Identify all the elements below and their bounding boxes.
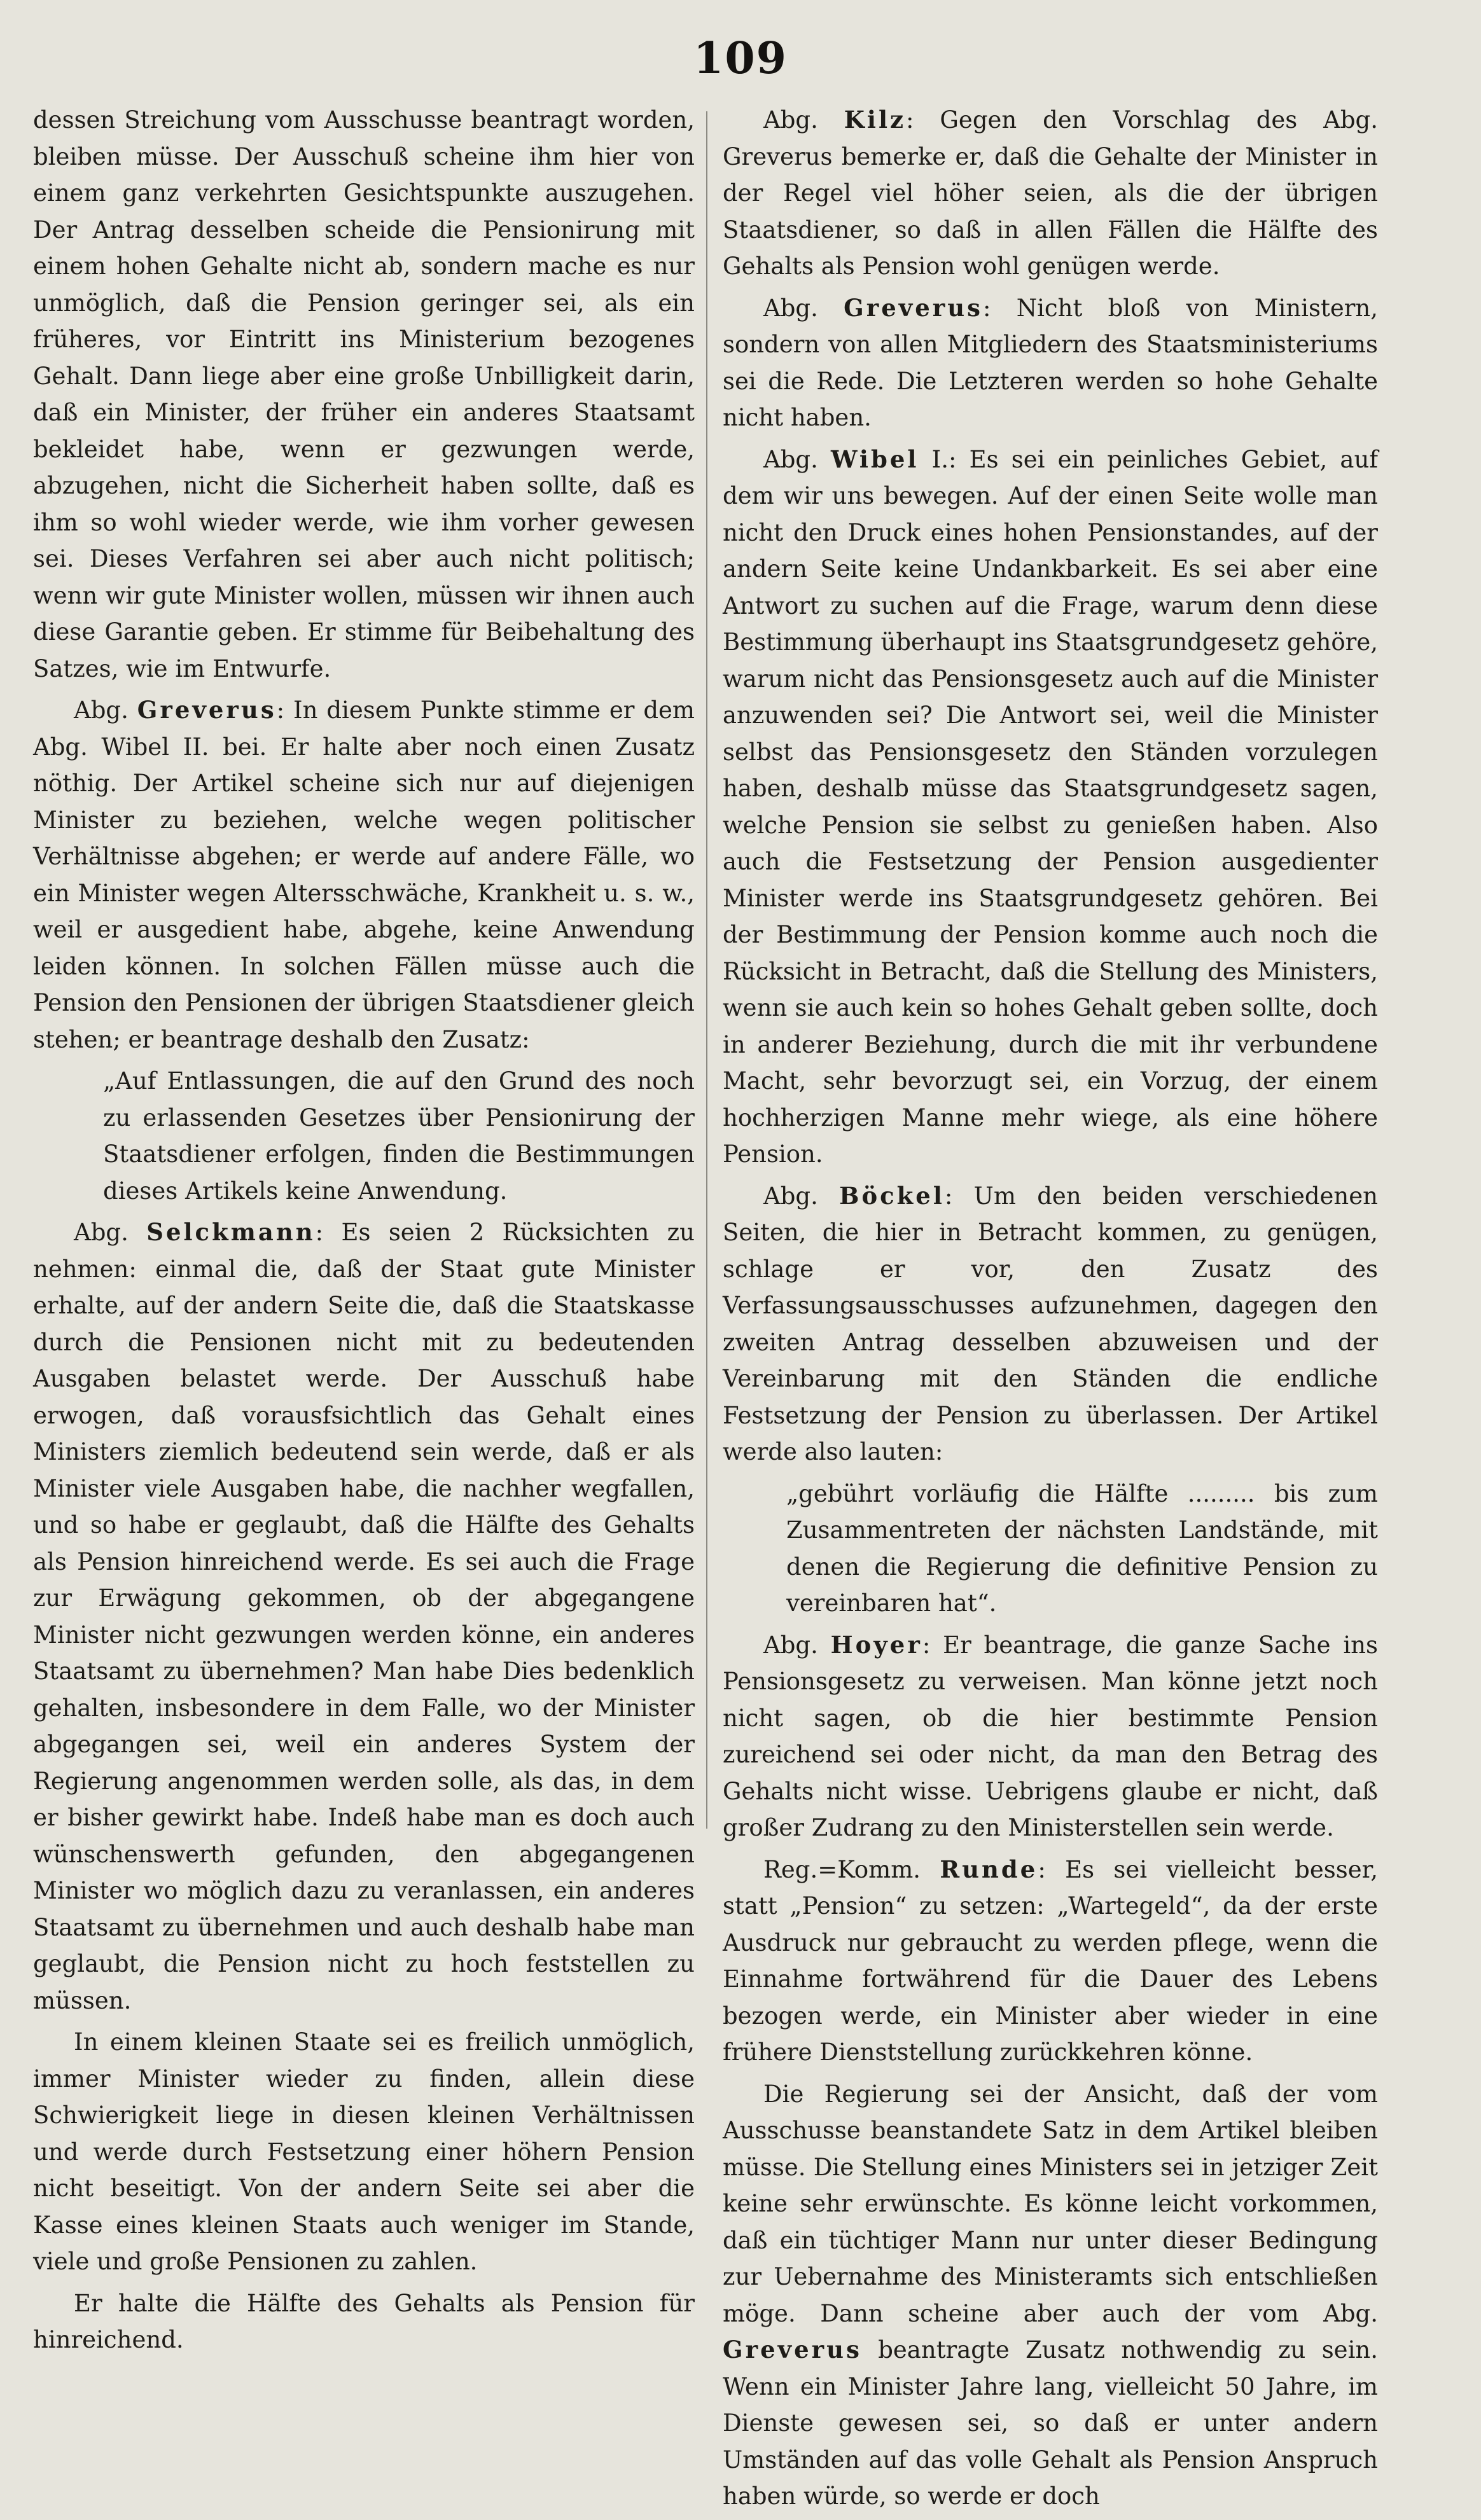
quoted-amendment: „Auf Entlassungen, die auf den Grund des noch zu erlassenden Gesetzes über Pensionirung der Staatsdiener erfolgen, finden die Bestimmungen dieses Artikels keine Anwendung. [103, 1067, 695, 1205]
prefix: Abg. [74, 1219, 129, 1246]
paragraph-text: : Gegen den Vorschlag des Abg. Greverus bemerke er, daß die Gehalte der Minister in der Regel viel höher seien, als die der übrigen Staatsdiener, so daß in allen Fällen die Hälfte des Gehalts als Pension wohl genügen werde. [723, 106, 1379, 280]
quoted-article: „gebührt vorläufig die Hälfte ......... bis zum Zusammentreten der nächsten Landstände, mit denen die Regierung die definitive Pension zu vereinbaren hat“. [786, 1479, 1378, 1617]
prefix: Reg.=Komm. [763, 1855, 921, 1883]
speaker-name: Selckmann [146, 1218, 316, 1246]
paragraph: In einem kleinen Staate sei es freilich unmöglich, immer Minister wieder zu finden, allein diese Schwierigkeit liege in diesen kleinen Verhältnissen und werde durch Festsetzung einer höhern Pension nicht beseitigt. Von der andern Seite sei aber die Kasse eines kleinen Staats auch weniger im Stande, viele und große Pensionen zu zahlen. [33, 2028, 695, 2275]
prefix: Abg. [763, 294, 818, 322]
paragraph-text: : In diesem Punkte stimme er dem Abg. Wibel II. bei. Er halte aber noch einen Zusatz nöthig. Der Artikel scheine sich nur auf diejenigen Minister zu beziehen, welche wegen politischer Verhältnisse abgehen; er werde auf andere Fälle, wo ein Minister wegen Altersschwäche, Krankheit u. s. w., weil er ausgedient habe, abgehe, keine Anwendung leiden können. In solchen Fällen müsse auch die Pension den Pensionen der übrigen Staatsdiener gleich stehen; er beantrage deshalb den Zusatz: [33, 696, 695, 1053]
paragraph [723, 441, 1378, 1173]
speaker-name: Hoyer [830, 1630, 922, 1659]
prefix: Abg. [763, 1182, 818, 1210]
paragraph-text: : Er beantrage, die ganze Sache ins Pensionsgesetz zu verweisen. Man könne jetzt noch nicht sagen, ob die hier bestimmte Pension zureichend sei oder nicht, da man den Betrag des Gehalts nicht wisse. Uebrigens glaube er nicht, daß großer Zudrang zu den Ministerstellen sein werde. [723, 1631, 1379, 1841]
paragraph [33, 692, 695, 1058]
paragraph-text: : Nicht bloß von Ministern, sondern von allen Mitgliedern des Staatsministeriums sei die Rede. Die Letzteren werden so hohe Gehalte nicht haben. [723, 294, 1378, 431]
paragraph-text: Die Regierung sei der Ansicht, daß der vom Ausschusse beanstandete Satz in dem Artikel bleiben müsse. Die Stellung eines Ministers sei in jetziger Zeit keine sehr erwünschte. Es könne leicht vorkommen, daß ein tüchtiger Mann nur unter dieser Bedingung zur Uebernahme des Ministeramts sich entschließen möge. Dann scheine aber auch der vom Abg. [723, 2080, 1378, 2327]
speaker-name: Wibel [831, 445, 919, 473]
prefix: Abg. [763, 106, 818, 134]
prefix: Abg. [763, 1631, 818, 1659]
left-column [33, 102, 695, 2364]
paragraph [723, 290, 1378, 436]
paragraph: dessen Streichung vom Ausschusse beantragt worden, bleiben müsse. Der Ausschuß scheine ihm hier von einem ganz verkehrten Gesichtspunkte auszugehen. Der Antrag desselben scheide die Pensionirung mit einem hohen Gehalte nicht ab, sondern mache es nur unmöglich, daß die Pension geringer sei, als ein früheres, vor Eintritt ins Ministerium bezogenes Gehalt. Dann liege aber eine große Unbilligkeit darin, daß ein Minister, der früher ein anderes Staatsamt bekleidet habe, wenn er gezwungen werde, abzugehen, nicht die Sicherheit haben sollte, daß es ihm so wohl wieder werde, wie ihm vorher gewesen sei. Dieses Verfahren sei aber auch nicht politisch; wenn wir gute Minister wollen, müssen wir ihnen auch diese Garantie geben. Er stimme für Beibehaltung des Satzes, wie im Entwurfe. [33, 106, 695, 682]
paragraph-text: beantragte Zusatz nothwendig zu sein. Wenn ein Minister Jahre lang, vielleicht 50 Jahre, im Dienste gewesen sei, so daß er unter andern Umständen auf das volle Gehalt als Pension Anspruch haben würde, so werde er doch [723, 2336, 1378, 2510]
speaker-name: Runde [940, 1855, 1038, 1883]
paragraph [723, 2076, 1378, 2515]
page-number: 109 [693, 33, 788, 84]
paragraph [723, 1178, 1378, 1471]
speaker-name: Greverus [137, 696, 277, 724]
speaker-name: Böckel [839, 1181, 945, 1210]
paragraph-text: : Es seien 2 Rücksichten zu nehmen: einmal die, daß der Staat gute Minister erhalte, auf der andern Seite die, daß die Staatskasse durch die Pensionen nicht mit zu bedeutenden Ausgaben belastet werde. Der Ausschuß habe erwogen, daß vorausfsichtlich das Gehalt eines Ministers ziemlich bedeutend sein werde, daß er als Minister viele Ausgaben habe, die nachher wegfallen, und so habe er geglaubt, daß die Hälfte des Gehalts als Pension hinreichend werde. Es sei auch die Frage zur Erwägung gekommen, ob der abgegangene Minister nicht gezwungen werden könne, ein anderes Staatsamt zu übernehmen? Man habe Dies bedenklich gehalten, insbesondere in dem Falle, wo der Minister abgegangen sei, weil ein anderes System der Regierung angenommen werden solle, als das, in dem er bisher gewirkt habe. Indeß habe man es doch auch wünschenswerth gefunden, den abgegangenen Minister wo möglich dazu zu veranlassen, ein anderes Staatsamt zu übernehmen und auch deshalb habe man geglaubt, die Pension nicht zu hoch feststellen zu müssen. [33, 1219, 695, 2014]
speaker-name: Greverus [723, 2336, 862, 2364]
paragraph [33, 1214, 695, 2019]
speaker-name: Kilz [844, 106, 907, 134]
paragraph [723, 1627, 1378, 1846]
prefix: Abg. [763, 445, 818, 473]
paragraph-text: : Um den beiden verschiedenen Seiten, die hier in Betracht kommen, zu genügen, schlage er vor, den Zusatz des Verfassungsausschusses aufzunehmen, dagegen den zweiten Antrag desselben abzuweisen und der Vereinbarung mit den Ständen die endliche Festsetzung der Pension zu überlassen. Der Artikel werde also lauten: [723, 1182, 1378, 1465]
paragraph-text: : Es sei vielleicht besser, statt „Pension“ zu setzen: „Wartegeld“, da der erste Ausdruck nur gebraucht zu werden pflege, wenn die Einnahme fortwährend für die Dauer des Lebens bezogen werde, ein Minister aber wieder in eine frühere Dienststellung zurückkehren könne. [723, 1855, 1379, 2066]
speaker-name: Greverus [844, 293, 984, 322]
paragraph-text: I.: Es sei ein peinliches Gebiet, auf dem wir uns bewegen. Auf der einen Seite wolle man nicht den Druck eines hohen Pensionstandes, auf der andern Seite keine Undankbarkeit. Es sei aber eine Antwort zu suchen auf die Frage, warum denn diese Bestimmung überhaupt ins Staatsgrundgesetz gehöre, warum nicht das Pensionsgesetz auch auf die Minister anzuwenden sei? Die Antwort sei, weil die Minister selbst das Pensionsgesetz den Ständen vorzulegen haben, deshalb müsse das Staatsgrundgesetz sagen, welche Pension sie selbst zu genießen haben. Also auch die Festsetzung der Pension ausgedienter Minister werde ins Staatsgrundgesetz gehören. Bei der Bestimmung der Pension komme auch noch die Rücksicht in Betracht, daß die Stellung des Ministers, wenn sie auch kein so hohes Gehalt geben sollte, doch in anderer Beziehung, durch die mit ihr verbundene Macht, sehr bevorzugt sei, ein Vorzug, der einem hochherzigen Manne mehr wiege, als eine höhere Pension. [723, 445, 1379, 1168]
paragraph: Er halte die Hälfte des Gehalts als Pension für hinreichend. [33, 2289, 695, 2353]
column-divider [706, 111, 707, 1829]
right-column [723, 102, 1378, 2520]
prefix: Abg. [74, 696, 129, 724]
paragraph [723, 1852, 1378, 2071]
paragraph [723, 102, 1378, 285]
